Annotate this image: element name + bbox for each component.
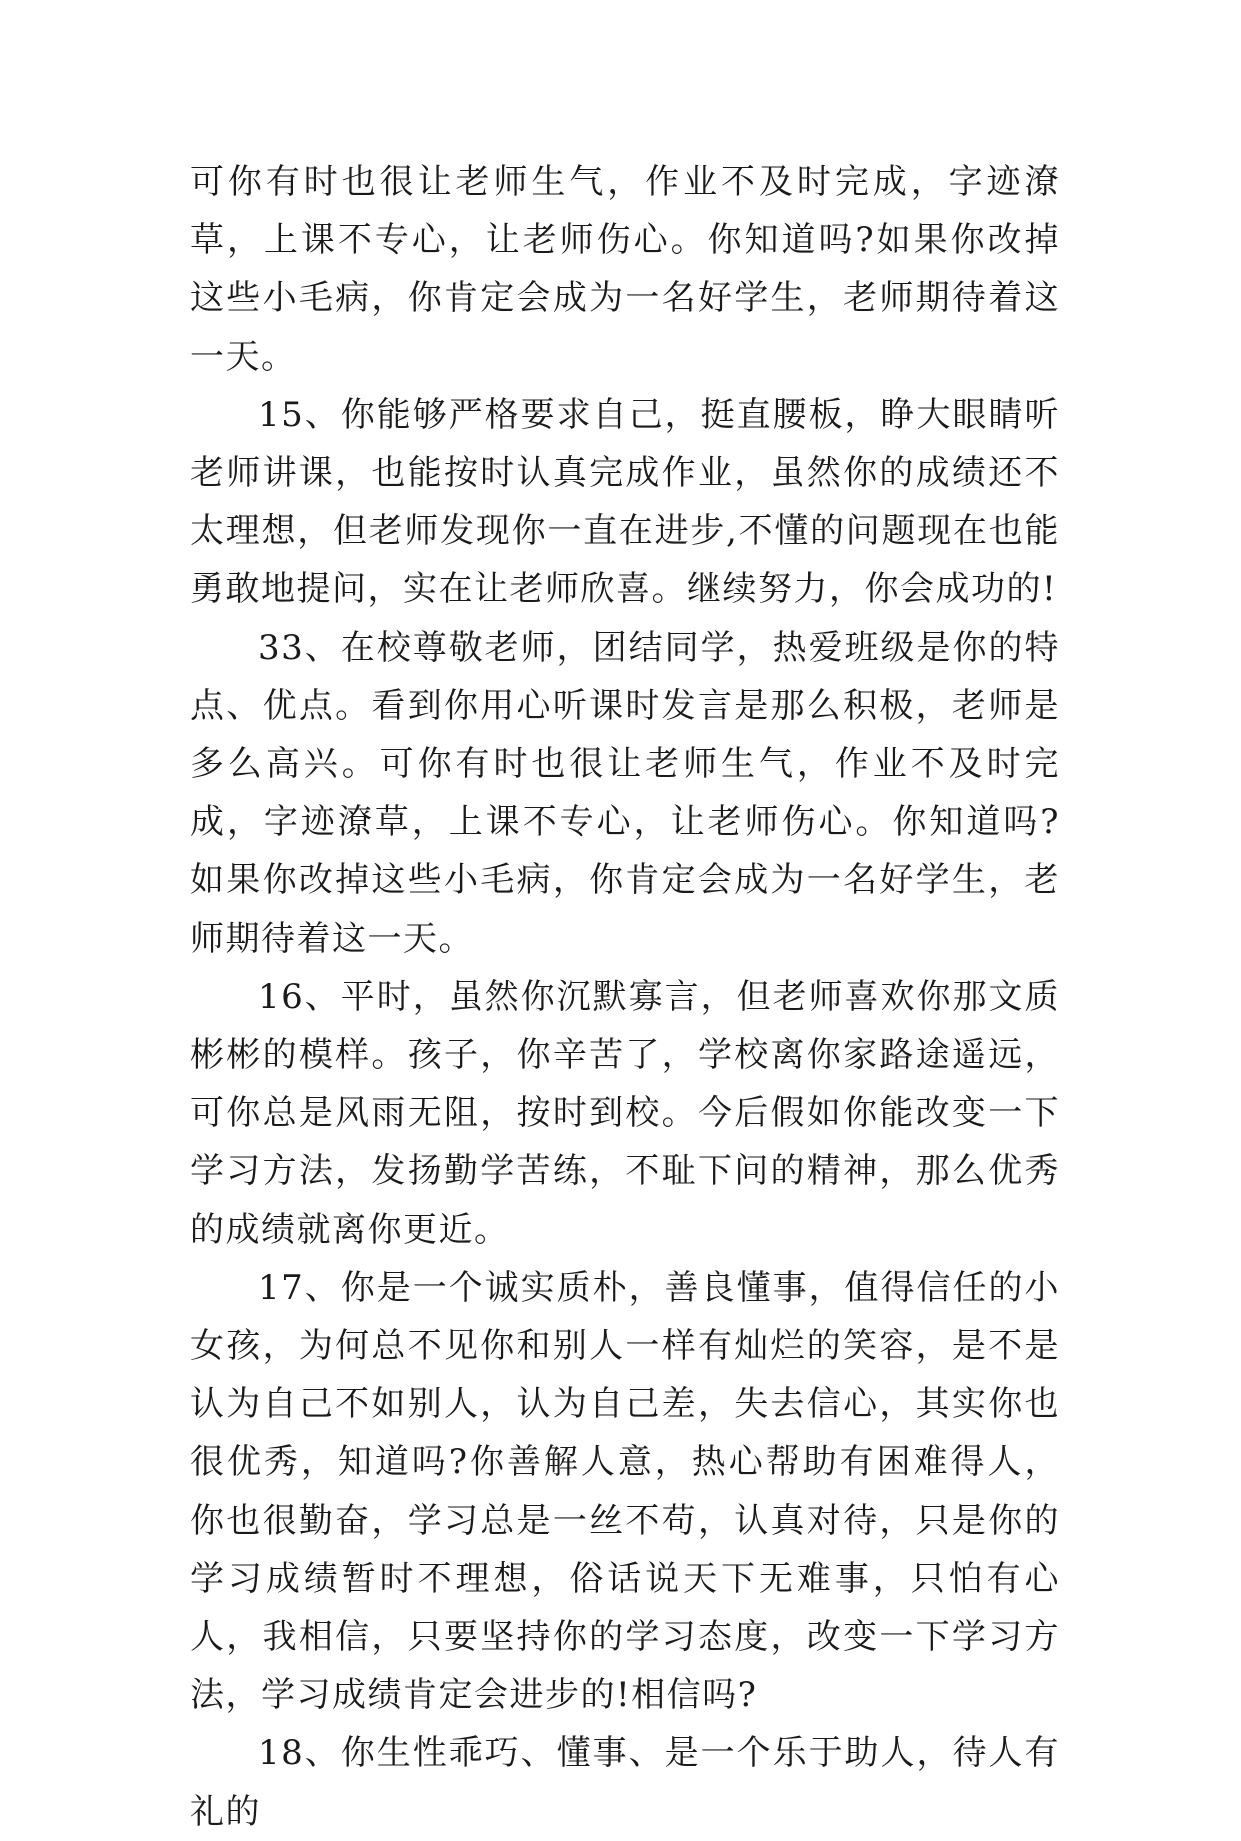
body-text <box>190 153 1060 1841</box>
paragraph-comment-16: 16、平时，虽然你沉默寡言，但老师喜欢你那文质彬彬的模样。孩子，你辛苦了，学校离你家路途遥远，可你总是风雨无阻，按时到校。今后假如你能改变一下学习方法，发扬勤学苦练，不耻下问的精神，那么优秀的成绩就离你更近。 <box>190 976 1060 1250</box>
paragraph-comment-17: 17、你是一个诚实质朴，善良懂事，值得信任的小女孩，为何总不见你和别人一样有灿烂的笑容，是不是认为自己不如别人，认为自己差，失去信心，其实你也很优秀，知道吗?你善解人意，热心帮助有困难得人，你也很勤奋，学习总是一丝不苟，认真对待，只是你的学习成绩暂时不理想，俗话说天下无难事，只怕有心人，我相信，只要坚持你的学习态度，改变一下学习方法，学习成绩肯定会进步的!相信吗? <box>190 1267 1060 1716</box>
paragraph-comment-33: 33、在校尊敬老师，团结同学，热爱班级是你的特点、优点。看到你用心听课时发言是那么积极，老师是多么高兴。可你有时也很让老师生气，作业不及时完成，字迹潦草，上课不专心，让老师伤心。你知道吗?如果你改掉这些小毛病，你肯定会成为一名好学生，老师期待着这一天。 <box>190 627 1060 959</box>
paragraph-comment-15: 15、你能够严格要求自己，挺直腰板，睁大眼睛听老师讲课，也能按时认真完成作业，虽然你的成绩还不太理想，但老师发现你一直在进步,不懂的问题现在也能勇敢地提问，实在让老师欣喜。继续努力，你会成功的! <box>190 394 1060 610</box>
paragraph-continuation: 可你有时也很让老师生气，作业不及时完成，字迹潦草，上课不专心，让老师伤心。你知道吗?如果你改掉这些小毛病，你肯定会成为一名好学生，老师期待着这一天。 <box>190 162 1060 377</box>
paragraph-comment-18: 18、你生性乖巧、懂事、是一个乐于助人，待人有礼的 <box>190 1733 1060 1832</box>
